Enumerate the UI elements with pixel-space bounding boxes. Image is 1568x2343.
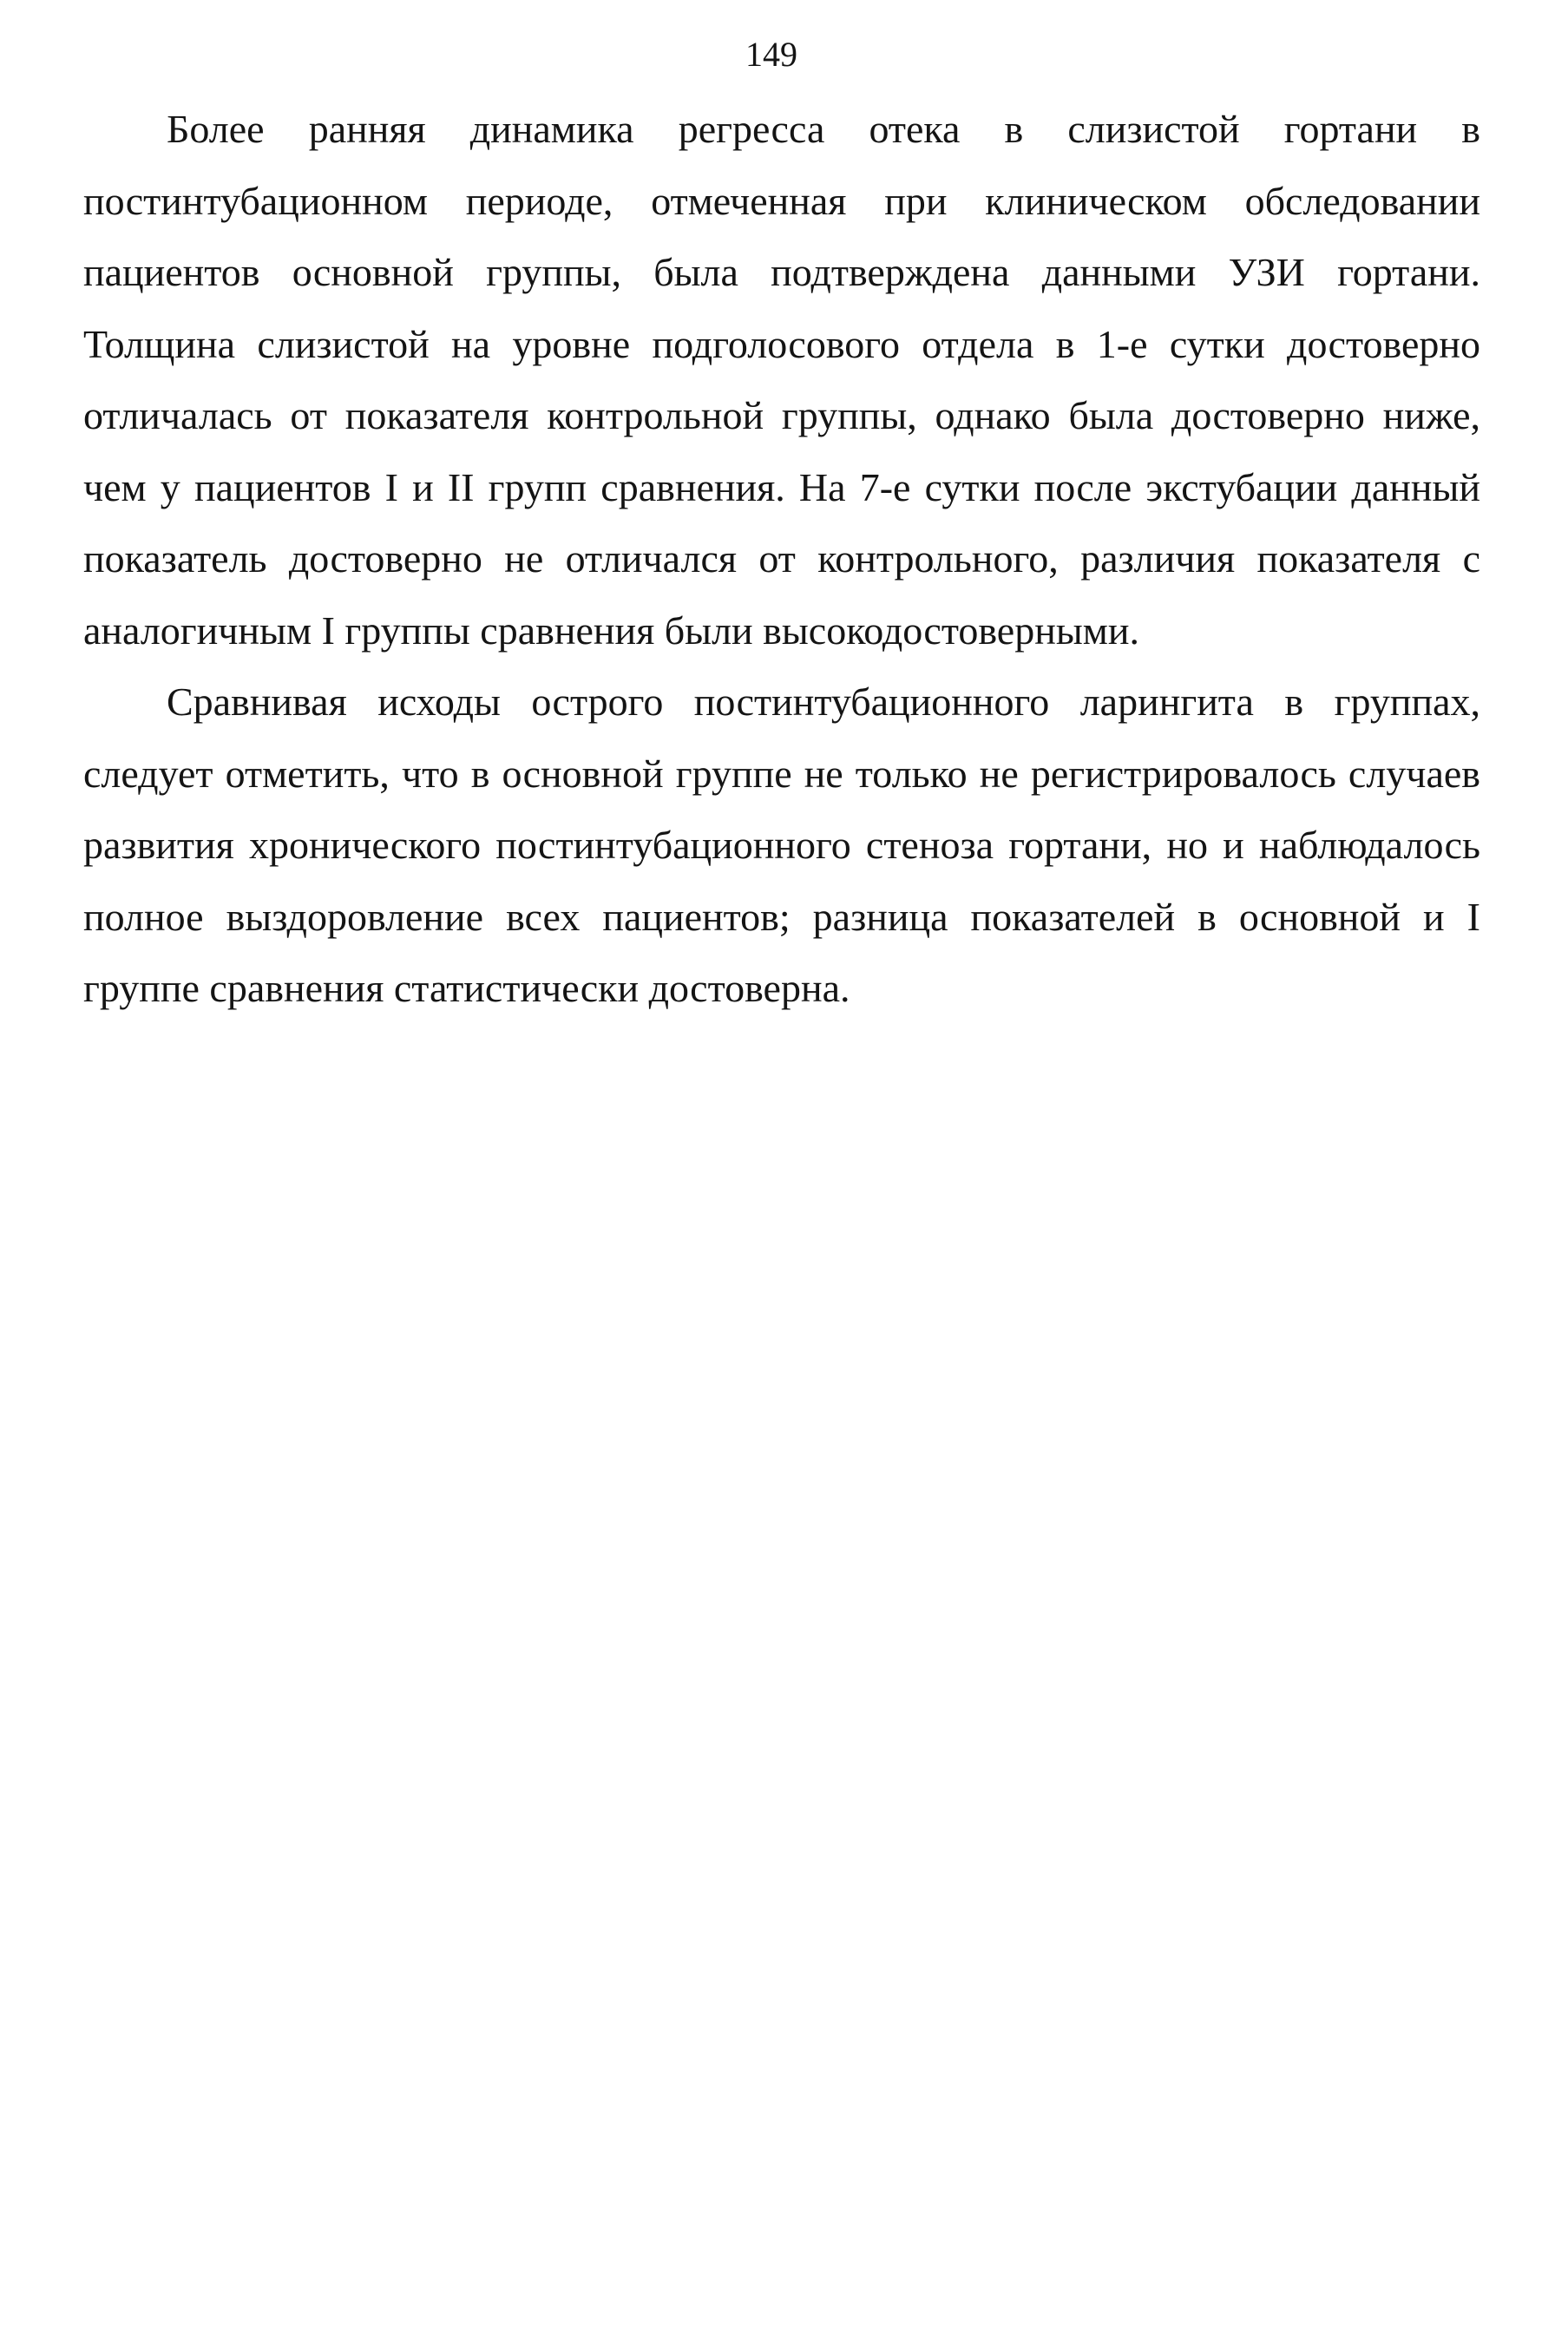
page-number: 149: [745, 35, 797, 74]
paragraph-1: Более ранняя динамика регресса отека в слизистой гортани в постинтубационном периоде, отмеченная при клиническом обследовании пациентов основной группы, была подтверждена данными УЗИ гортани. Толщина слизистой на уровне подголосового отдела в 1-е сутки достоверно отличалась от показателя контрольной группы, однако была достоверно ниже, чем у пациентов I и II групп сравнения. На 7-е сутки после экстубации данный показатель достоверно не отличался от контрольного, различия показателя с аналогичным I группы сравнения были высокодостоверными.: [83, 107, 1480, 653]
body-text: [83, 94, 1480, 1025]
paragraph-2: Сравнивая исходы острого постинтубационного ларингита в группах, следует отметить, что в основной группе не только не регистрировалось случаев развития хронического постинтубационного стеноза гортани, но и наблюдалось полное выздоровление всех пациентов; разница показателей в основной и I группе сравнения статистически достоверна.: [83, 679, 1480, 1010]
